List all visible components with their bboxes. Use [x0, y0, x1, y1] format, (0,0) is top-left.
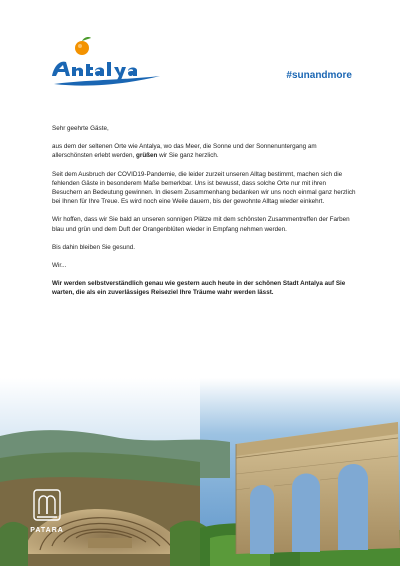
greeting-text-start: aus dem der seltenen Orte wie Antalya, wo das Meer, die Sonne und der Sonnenuntergang am allerschönsten erlebt werden,	[52, 143, 317, 160]
ruins-photo	[0, 378, 400, 566]
paragraph-greeting	[52, 142, 356, 160]
salutation: Sehr geehrte Gäste,	[52, 125, 109, 132]
antalya-logo	[48, 36, 168, 92]
paragraph-pandemic: Seit dem Ausbruch der COVID19-Pandemie, die leider zurzeit unseren Alltag bestimmt, machen sich die fehlenden Gäste in besonderem Maße bemerkbar. Uns ist bewusst, dass solche Orte nur mit ihren Besuchern an Bedeutung gewinnen. In diesem Zusammenhang bedanken wir uns noch einmal ganz herzlich bei Ihnen für Ihre Treue. Es wird noch eine Weile dauern, bis der gewohnte Alltag wieder einkehrt.	[52, 170, 356, 206]
greeting-text-end: wir Sie ganz herzlich.	[157, 152, 219, 160]
hashtag-text: #sunandmore	[286, 70, 352, 81]
patara-label: PATARA	[30, 527, 64, 534]
paragraph-health: Bis dahin bleiben Sie gesund.	[52, 243, 135, 251]
closing-statement: Wir werden selbstverständlich genau wie gestern auch heute in der schönen Stadt Antalya auf Sie warten, die als ein zuverlässiges Reiseziel Ihre Träume wahr werden lässt.	[52, 280, 346, 297]
greeting-emphasis: grüßen	[136, 152, 158, 160]
paragraph-hope: Wir hoffen, dass wir Sie bald an unseren sonnigen Plätze mit dem schönsten Zusammentreffen der Farben blau und grün und dem Duft der Orangenblüten wieder in Empfang nehmen werden.	[52, 216, 350, 233]
letter-body	[52, 124, 356, 307]
paragraph-wir: Wir...	[52, 262, 67, 270]
